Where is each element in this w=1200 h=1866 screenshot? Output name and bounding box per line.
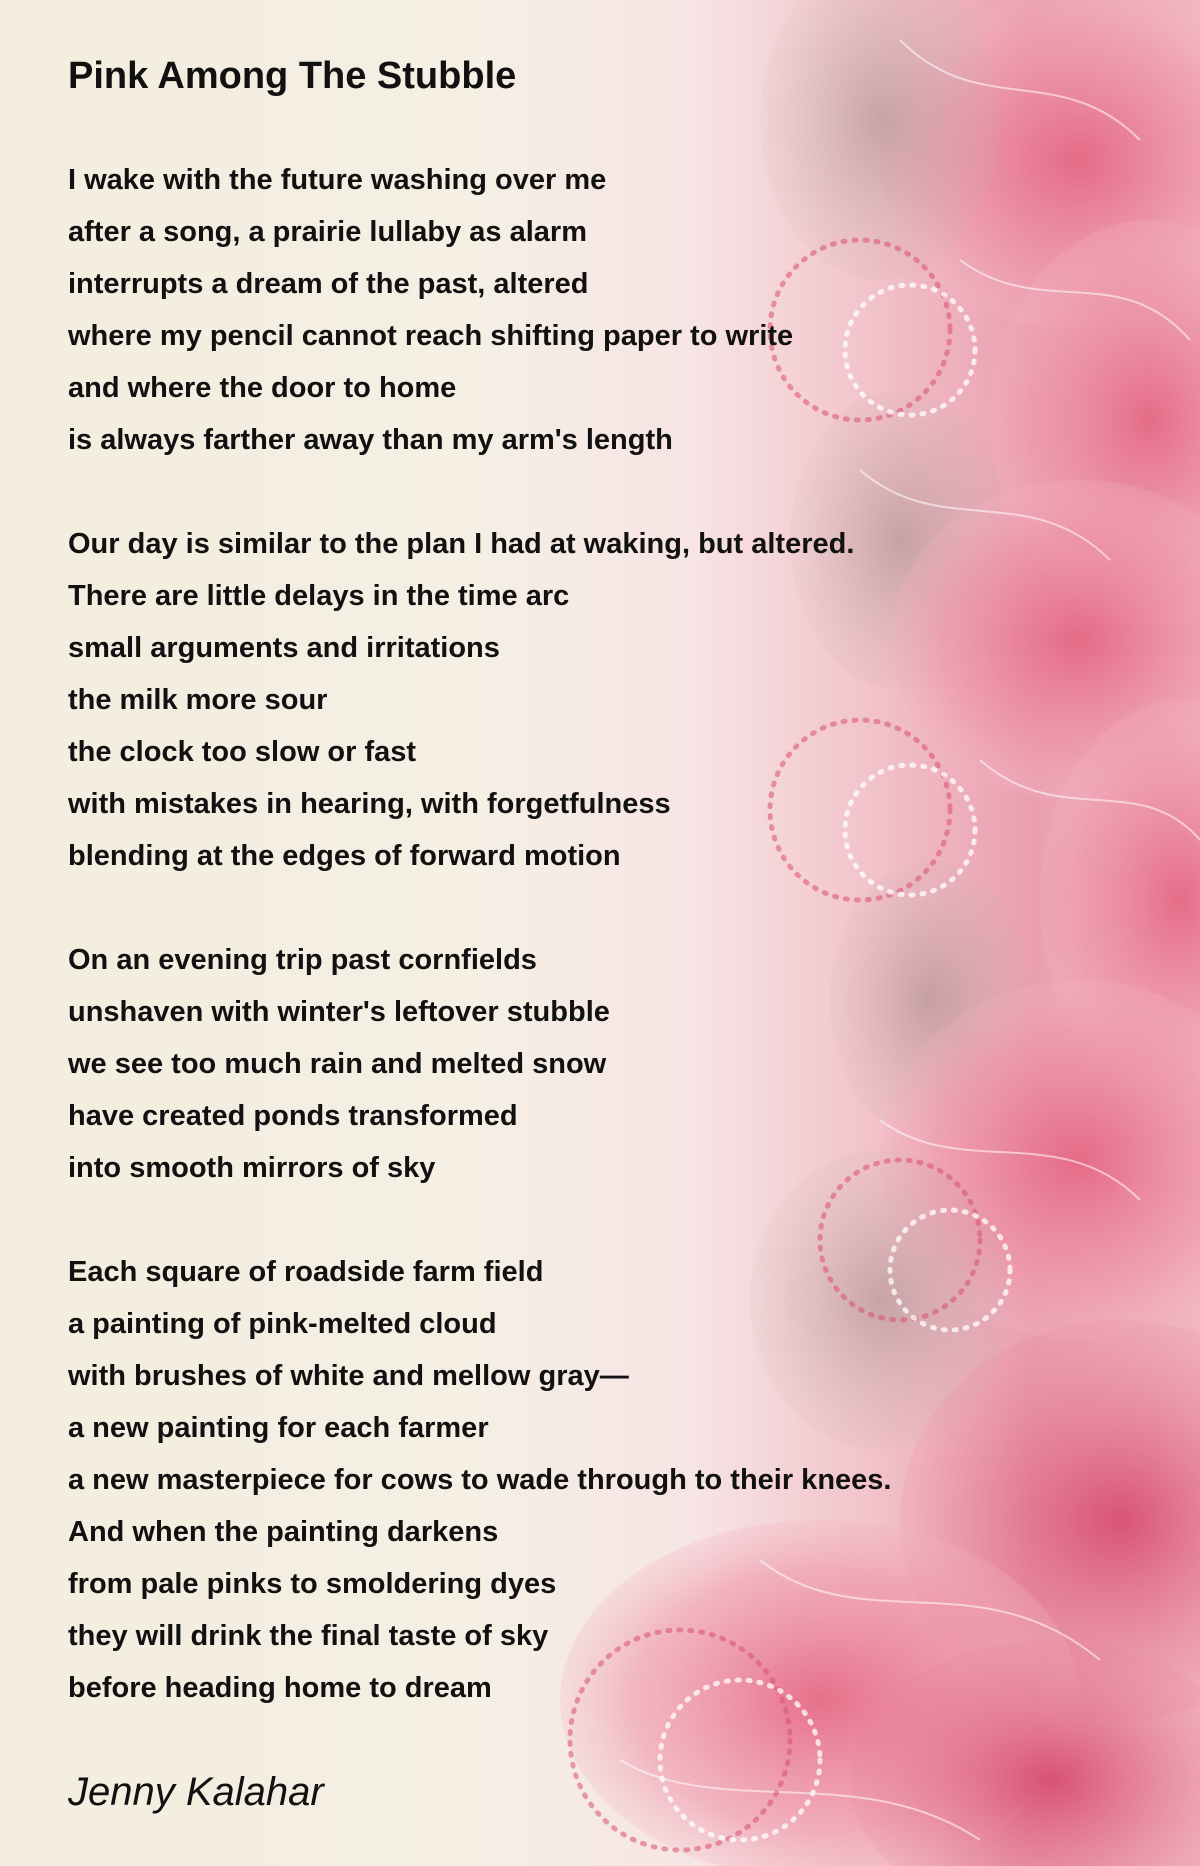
poem-line: interrupts a dream of the past, altered: [68, 268, 589, 300]
poem-line: I wake with the future washing over me: [68, 164, 607, 196]
poem-line: from pale pinks to smoldering dyes: [68, 1568, 557, 1600]
stanza-1: [68, 154, 1168, 466]
poem-line: and where the door to home: [68, 372, 457, 404]
poem-line: blending at the edges of forward motion: [68, 840, 621, 872]
poem-line: There are little delays in the time arc: [68, 580, 570, 612]
poem-author: Jenny Kalahar: [68, 1770, 324, 1814]
stanza-2: [68, 518, 1168, 882]
poem-title: Pink Among The Stubble: [68, 55, 517, 97]
poem-line: a new masterpiece for cows to wade through to their knees.: [68, 1464, 892, 1496]
poem-line: before heading home to dream: [68, 1672, 492, 1704]
poem-line: where my pencil cannot reach shifting paper to write: [68, 320, 794, 352]
poem-line: unshaven with winter's leftover stubble: [68, 996, 610, 1028]
poem-line: a painting of pink-melted cloud: [68, 1308, 497, 1340]
poem-body: [68, 154, 1168, 1714]
poem-line: with mistakes in hearing, with forgetfulness: [68, 788, 671, 820]
poem-line: is always farther away than my arm's length: [68, 424, 673, 456]
poem-line: with brushes of white and mellow gray—: [68, 1360, 629, 1392]
poem-line: have created ponds transformed: [68, 1100, 518, 1132]
poem-line: they will drink the final taste of sky: [68, 1620, 549, 1652]
poem-container: [68, 48, 1168, 1766]
poem-line: On an evening trip past cornfields: [68, 944, 537, 976]
poem-line: small arguments and irritations: [68, 632, 500, 664]
poem-line: the milk more sour: [68, 684, 328, 716]
poem-line: Each square of roadside farm field: [68, 1256, 544, 1288]
poem-line: And when the painting darkens: [68, 1516, 499, 1548]
stanza-3: [68, 934, 1168, 1194]
stanza-4: [68, 1246, 1168, 1714]
poem-line: after a song, a prairie lullaby as alarm: [68, 216, 587, 248]
poem-line: a new painting for each farmer: [68, 1412, 489, 1444]
poem-line: the clock too slow or fast: [68, 736, 417, 768]
poem-line: we see too much rain and melted snow: [68, 1048, 607, 1080]
poem-line: into smooth mirrors of sky: [68, 1152, 436, 1184]
poem-line: Our day is similar to the plan I had at waking, but altered.: [68, 528, 855, 560]
